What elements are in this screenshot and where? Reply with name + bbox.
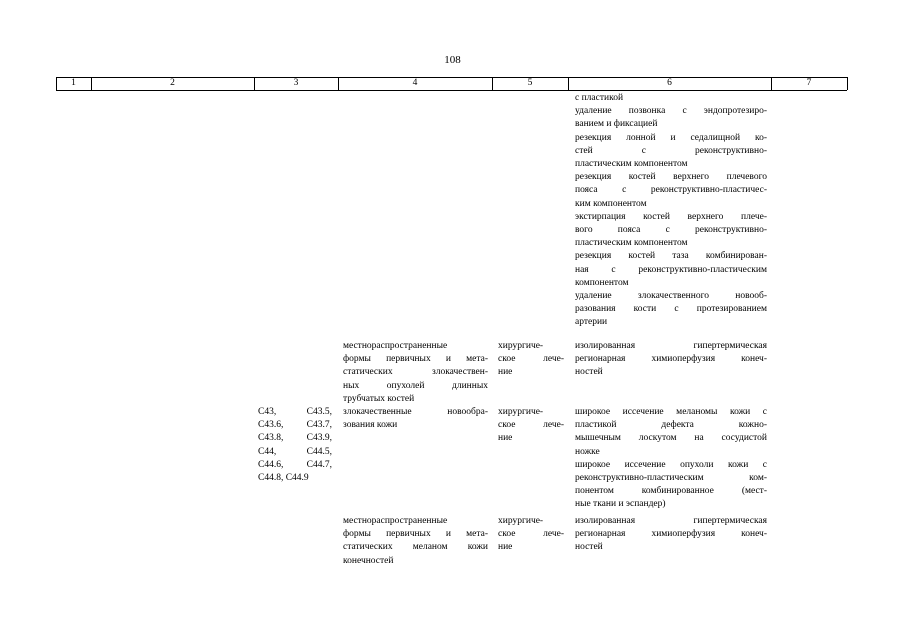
text-line: C44, C44.5, <box>258 446 332 457</box>
text-line: изолированная гипертермическая <box>575 516 767 526</box>
treatment-type <box>498 340 564 380</box>
treatment-methods-continued <box>575 92 767 330</box>
text-line: хирургиче- <box>498 341 544 351</box>
text-line: ностей <box>575 542 603 553</box>
treatment-type <box>498 515 564 555</box>
text-line: разования кости с протезированием <box>575 304 767 315</box>
text-line: регионарная химиоперфузия конеч- <box>575 354 767 365</box>
column-number-5: 5 <box>527 78 533 88</box>
text-line: пластическим компонентом <box>575 238 688 249</box>
text-line: с пластикой <box>575 93 624 103</box>
text-line: пластикой дефекта кожно- <box>575 420 767 431</box>
text-line: ние <box>498 433 513 444</box>
text-line: ское лече- <box>498 420 564 431</box>
text-line: широкое иссечение опухоли кожи с <box>575 459 767 470</box>
text-line: резекция лонной и седалищной ко- <box>575 132 767 143</box>
text-line: изолированная гипертермическая <box>575 341 767 351</box>
text-line: ское лече- <box>498 529 564 540</box>
text-line: статических меланом кожи <box>343 542 488 553</box>
text-line: C44.6, C44.7, <box>258 459 332 470</box>
text-line: регионарная химиоперфузия конеч- <box>575 529 767 540</box>
text-line: ножке <box>575 446 600 457</box>
text-line: ные ткани и эспандер) <box>575 499 666 510</box>
column-number-4: 4 <box>412 78 418 88</box>
text-line: ким компонентом <box>575 198 647 209</box>
text-line: ностей <box>575 367 603 378</box>
text-line: широкое иссечение меланомы кожи с <box>575 407 767 417</box>
text-line: стей с реконструктивно- <box>575 145 767 156</box>
column-number-6: 6 <box>667 78 672 88</box>
disease-description <box>343 406 488 432</box>
text-line: хирургиче- <box>498 407 544 417</box>
text-line: формы первичных и мета- <box>343 354 488 365</box>
text-line: удаление злокачественного новооб- <box>575 291 767 302</box>
text-line: удаление позвонка с эндопротезиро- <box>575 106 767 117</box>
text-line: мышечным лоскутом на сосудистой <box>575 433 767 444</box>
text-line: C43.8, C43.9, <box>258 433 332 444</box>
text-line: конечностей <box>343 555 394 566</box>
text-line: экстирпация костей верхнего плече- <box>575 211 767 222</box>
text-line: пластическим компонентом <box>575 159 688 170</box>
text-line: злокачественные новообра- <box>343 407 488 417</box>
text-line: местнораспространенные <box>343 341 448 351</box>
text-line: ванием и фиксацией <box>575 119 658 130</box>
text-line: резекция костей таза комбинирован- <box>575 251 767 262</box>
column-number-7: 7 <box>806 78 812 88</box>
text-line: ная с реконструктивно-пластическим <box>575 264 767 275</box>
text-line: резекция костей верхнего плечевого <box>575 172 767 183</box>
treatment-method <box>575 515 767 555</box>
text-line: статических злокачествен- <box>343 367 488 378</box>
column-number-1: 1 <box>71 78 76 88</box>
text-line: C43.6, C43.7, <box>258 420 332 431</box>
column-divider <box>847 77 848 90</box>
page-number: 108 <box>444 54 461 66</box>
treatment-method <box>575 406 767 512</box>
table-header-bottom-border <box>56 90 847 91</box>
treatment-method <box>575 340 767 380</box>
text-line: понентом комбинированное (мест- <box>575 486 767 497</box>
text-line: C44.8, C44.9 <box>258 473 309 484</box>
text-line: ское лече- <box>498 354 564 365</box>
text-line: формы первичных и мета- <box>343 529 488 540</box>
text-line: реконструктивно-пластическим ком- <box>575 473 767 484</box>
text-line: трубчатых костей <box>343 393 415 404</box>
text-line: зования кожи <box>343 420 398 431</box>
disease-description <box>343 340 488 406</box>
text-line: ние <box>498 367 513 378</box>
icd-codes <box>258 406 332 485</box>
text-line: вого пояса с реконструктивно- <box>575 225 767 236</box>
text-line: хирургиче- <box>498 516 544 526</box>
treatment-type <box>498 406 564 446</box>
text-line: компонентом <box>575 277 629 288</box>
text-line: ние <box>498 542 513 553</box>
text-line: местнораспространенные <box>343 516 448 526</box>
text-line: C43, C43.5, <box>258 407 332 417</box>
disease-description <box>343 515 488 568</box>
text-line: пояса с реконструктивно-пластичес- <box>575 185 767 196</box>
text-line: артерии <box>575 317 608 328</box>
column-number-3: 3 <box>293 78 299 88</box>
text-line: ных опухолей длинных <box>343 380 488 391</box>
column-number-2: 2 <box>170 78 175 88</box>
